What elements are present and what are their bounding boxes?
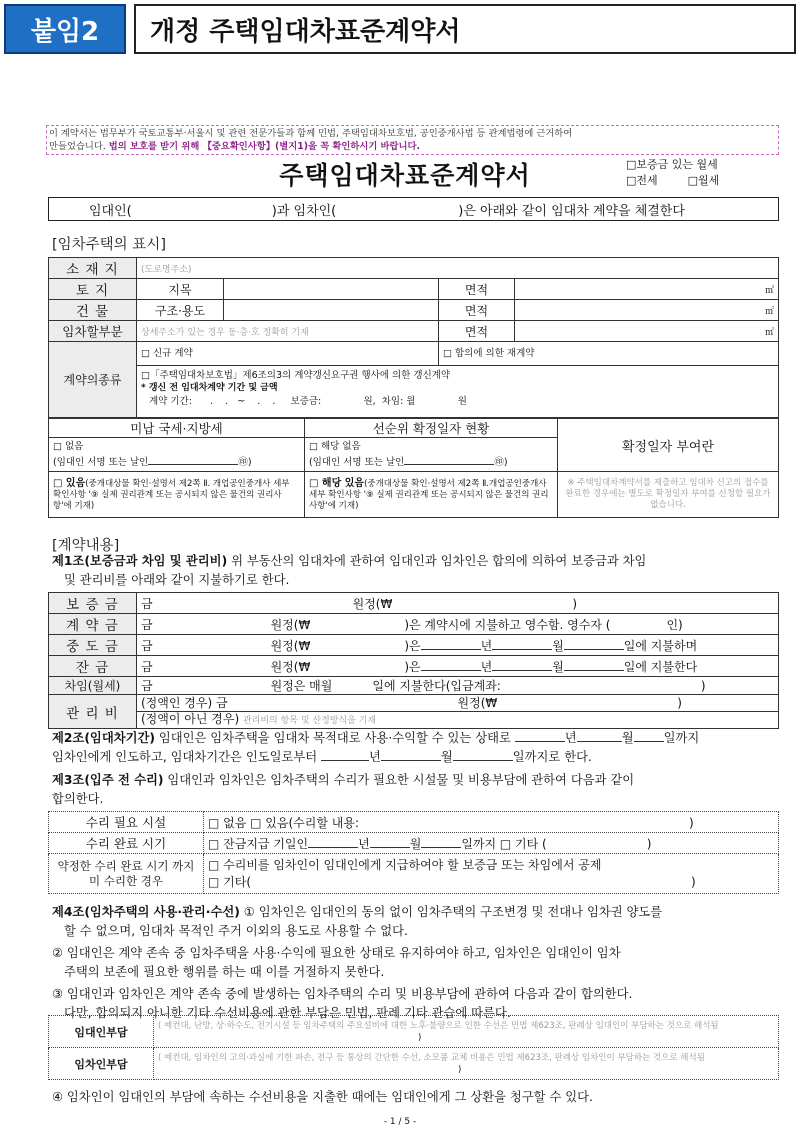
repair-table <box>48 811 779 894</box>
prior-date-head: 선순위 확정일자 현황 <box>305 419 558 438</box>
type-monthly-deposit[interactable]: □보증금 있는 월세 <box>626 158 718 171</box>
land-label: 토 지 <box>49 279 137 300</box>
down-payment-label: 계 약 금 <box>49 614 137 635</box>
article-4-clause-4: ④ 임차인이 임대인의 부담에 속하는 수선비용을 지출한 때에는 임대인에게 그 상환을 청구할 수 있다. <box>52 1090 593 1104</box>
part-area-label: 면적 <box>439 321 515 342</box>
management-fee-field[interactable]: (정액인 경우) 금 원정(₩ ) (정액이 아닌 경우) 관리비의 항목 및 산정방식을 기재 <box>137 695 779 729</box>
deposit-field[interactable]: 금 원정(₩ ) <box>137 593 779 614</box>
rent-label: 차임(월세) <box>49 677 137 695</box>
lessee-label: )과 임차인( <box>271 203 337 219</box>
balance-field[interactable]: 금 원정(₩ )은 년 월 일에 지불한다 <box>137 656 779 677</box>
attachment-label: 붙임2 <box>4 4 126 54</box>
location-label: 소 재 지 <box>49 258 137 279</box>
type-row2 <box>626 173 719 189</box>
prior-date-none[interactable]: □ 해당 없음 (임대인 서명 또는 날인 ㊞) <box>305 438 558 472</box>
type-jeonse[interactable]: □전세 <box>626 174 658 187</box>
notice-line2: 만들었습니다. 법의 보호를 받기 위해 【중요확인사항】(별지1)을 꼭 확인하시기 바랍니다. <box>49 141 421 152</box>
lessor-label: 임대인( <box>89 203 132 219</box>
renewal-right-text: □「주택임대차보호법」제6조의3의 계약갱신요구권 행사에 의한 갱신계약 <box>141 370 451 381</box>
new-contract-option[interactable]: □ 신규 계약 <box>137 342 439 366</box>
notice-box <box>46 125 779 155</box>
notice-emphasis: 법의 보호를 받기 위해 【중요확인사항】(별지1)을 꼭 확인하시기 바랍니다. <box>108 141 421 152</box>
repair-deadline-label: 수리 완료 시기 <box>49 833 204 854</box>
previous-terms-line: 계약 기간: . . ~ . . 보증금: 원, 차임: 월 원 <box>149 396 467 407</box>
type-monthly[interactable]: □월세 <box>687 174 720 187</box>
leased-part-field[interactable]: 상세주소가 있는 경우 동·층·호 정확히 기재 <box>137 321 439 342</box>
building-area-field[interactable]: ㎡ <box>515 300 779 321</box>
repair-needed-field[interactable]: □ 없음 □ 있음(수리할 내용: ) <box>204 812 779 833</box>
contract-title: 주택임대차표준계약서 <box>279 161 531 190</box>
article-1: 제1조(보증금과 차임 및 관리비) 위 부동산의 임대차에 관하여 임대인과 임차인은 합의에 의하여 보증금과 차임 및 관리비를 아래와 같이 지불하기로 한다. <box>52 554 647 587</box>
repair-deadline-field[interactable]: □ 잔금지급 기일인 년 월 일까지 □ 기타 ( ) <box>204 833 779 854</box>
terms-heading: [계약내용] <box>52 538 120 554</box>
unpaid-tax-yes[interactable]: □ 있음(중개대상물 확인·설명서 제2쪽 Ⅱ. 개업공인중개사 세부 확인사항 '⑨ 실제 권리관계 또는 공시되지 않은 물건의 권리사항'에 기재) <box>49 472 305 518</box>
lessor-burden-field[interactable]: ( 예컨대, 난방, 상·하수도, 전기시설 등 임차주택의 주요설비에 대한 노후·불량으로 인한 수선은 민법 제623조, 판례상 임대인이 부담하는 것으로 해석됨) <box>154 1016 779 1048</box>
payment-table <box>48 592 779 729</box>
land-area-field[interactable]: ㎡ <box>515 279 779 300</box>
page-number: - 1 / 5 - <box>383 1117 417 1127</box>
renewal-option[interactable] <box>137 366 779 418</box>
lessee-burden-field[interactable]: ( 예컨대, 임차인의 고의·과실에 기한 파손, 전구 등 통상의 간단한 수선, 소모품 교체 비용은 민법 제623조, 판례상 임차인이 부담하는 것으로 해석됨) <box>154 1048 779 1080</box>
recontract-option[interactable]: □ 합의에 의한 재계약 <box>439 342 779 366</box>
building-area-label: 면적 <box>439 300 515 321</box>
deposit-label: 보 증 금 <box>49 593 137 614</box>
land-category-field[interactable] <box>224 279 439 300</box>
building-label: 건 물 <box>49 300 137 321</box>
contract-type-options[interactable] <box>626 157 719 189</box>
article-3: 제3조(입주 전 수리) 임대인과 임차인은 임차주택의 수리가 필요한 시설물 및 비용부담에 관하여 다음과 같이 합의한다. <box>52 773 635 806</box>
management-fee-label: 관 리 비 <box>49 695 137 729</box>
part-area-field[interactable]: ㎡ <box>515 321 779 342</box>
parties-box <box>48 197 779 221</box>
unpaid-tax-none[interactable]: □ 없음 (임대인 서명 또는 날인 ㊞) <box>49 438 305 472</box>
previous-terms-label: * 갱신 전 임대차계약 기간 및 금액 <box>141 383 278 393</box>
rent-field[interactable]: 금 원정은 매월 일에 지불한다(입금계좌: ) <box>137 677 779 695</box>
lessee-burden-label: 임차인부담 <box>49 1048 154 1080</box>
down-payment-field[interactable]: 금 원정(₩ )은 계약시에 지불하고 영수함. 영수자 ( 인) <box>137 614 779 635</box>
location-field[interactable]: (도로명주소) <box>137 258 779 279</box>
property-heading: [임차주택의 표시] <box>52 237 166 253</box>
interim-payment-label: 중 도 금 <box>49 635 137 656</box>
land-area-label: 면적 <box>439 279 515 300</box>
article-4: 제4조(임차주택의 사용·관리·수선) ① 임차인은 임대인의 동의 없이 임차주택의 구조변경 및 전대나 임차권 양도를 할 수 없으며, 임대차 목적인 주거 이외의 용도로 사용할 수 없다. ② 임대인은 계약 존속 중 임차주택을 사용·수익에 필요한 상태로 유지하여야 하고, 임차인은 임대인이 임차 주택의 보존에 필요한 행위를 하는 때 이를 거절하지 못한다. ③ 임대인과 임차인은 계약 존속 중에 발생하는 임차주택의 수리 및 비용부담에 관하여 다음과 같이 합의한다. 다만, 합의되지 아니한 기타 수선비용에 관한 부담은 민법, 판례 기타 관습에 따른다. <box>52 905 663 1020</box>
unpaid-tax-head: 미납 국세·지방세 <box>49 419 305 438</box>
lessor-burden-label: 임대인부담 <box>49 1016 154 1048</box>
building-structure-field[interactable] <box>224 300 439 321</box>
fixed-date-head: 확정일자 부여란 <box>558 419 779 472</box>
repair-needed-label: 수리 필요 시설 <box>49 812 204 833</box>
unrepaired-label: 약정한 수리 완료 시기 까지 미 수리한 경우 <box>49 854 204 894</box>
article-2: 제2조(임대차기간) 임대인은 임차주택을 임대차 목적대로 사용·수익할 수 있는 상태로 년 월 일까지 임차인에게 인도하고, 임대차기간은 인도일로부터 년 월 일까지로 한다. <box>52 731 700 764</box>
unrepaired-field[interactable]: □ 수리비를 임차인이 임대인에게 지급하여야 할 보증금 또는 차임에서 공제 □ 기타( ) <box>204 854 779 894</box>
building-structure-label: 구조·용도 <box>137 300 224 321</box>
tax-prior-table <box>48 418 779 518</box>
parties-tail: )은 아래와 같이 임대차 계약을 체결한다 <box>458 203 685 219</box>
interim-payment-field[interactable]: 금 원정(₩ )은 년 월 일에 지불하며 <box>137 635 779 656</box>
balance-label: 잔 금 <box>49 656 137 677</box>
leased-part-label: 임차할부분 <box>49 321 137 342</box>
prior-date-yes[interactable]: □ 해당 있음(중개대상물 확인·설명서 제2쪽 Ⅱ.개업공인중개사 세부 확인사항 '⑨ 실제 권리관계 또는 공시되지 않은 물건의 권리사항'에 기재) <box>305 472 558 518</box>
property-table <box>48 257 779 418</box>
notice-line1: 이 계약서는 법무부가 국토교통부·서울시 및 관련 전문가들과 함께 민법, 주택임대차보호법, 공인중개사법 등 관계법령에 근거하여 <box>49 128 573 139</box>
page-title: 개정 주택임대차표준계약서 <box>134 4 796 54</box>
repair-burden-table <box>48 1015 779 1080</box>
fixed-date-note: ※ 주택임대차계약서를 제출하고 임대차 신고의 접수를 완료한 경우에는 별도로 확정일자 부여를 신청할 필요가 없습니다. <box>558 472 779 518</box>
contract-kind-label: 계약의종류 <box>49 342 137 418</box>
land-category-label: 지목 <box>137 279 224 300</box>
